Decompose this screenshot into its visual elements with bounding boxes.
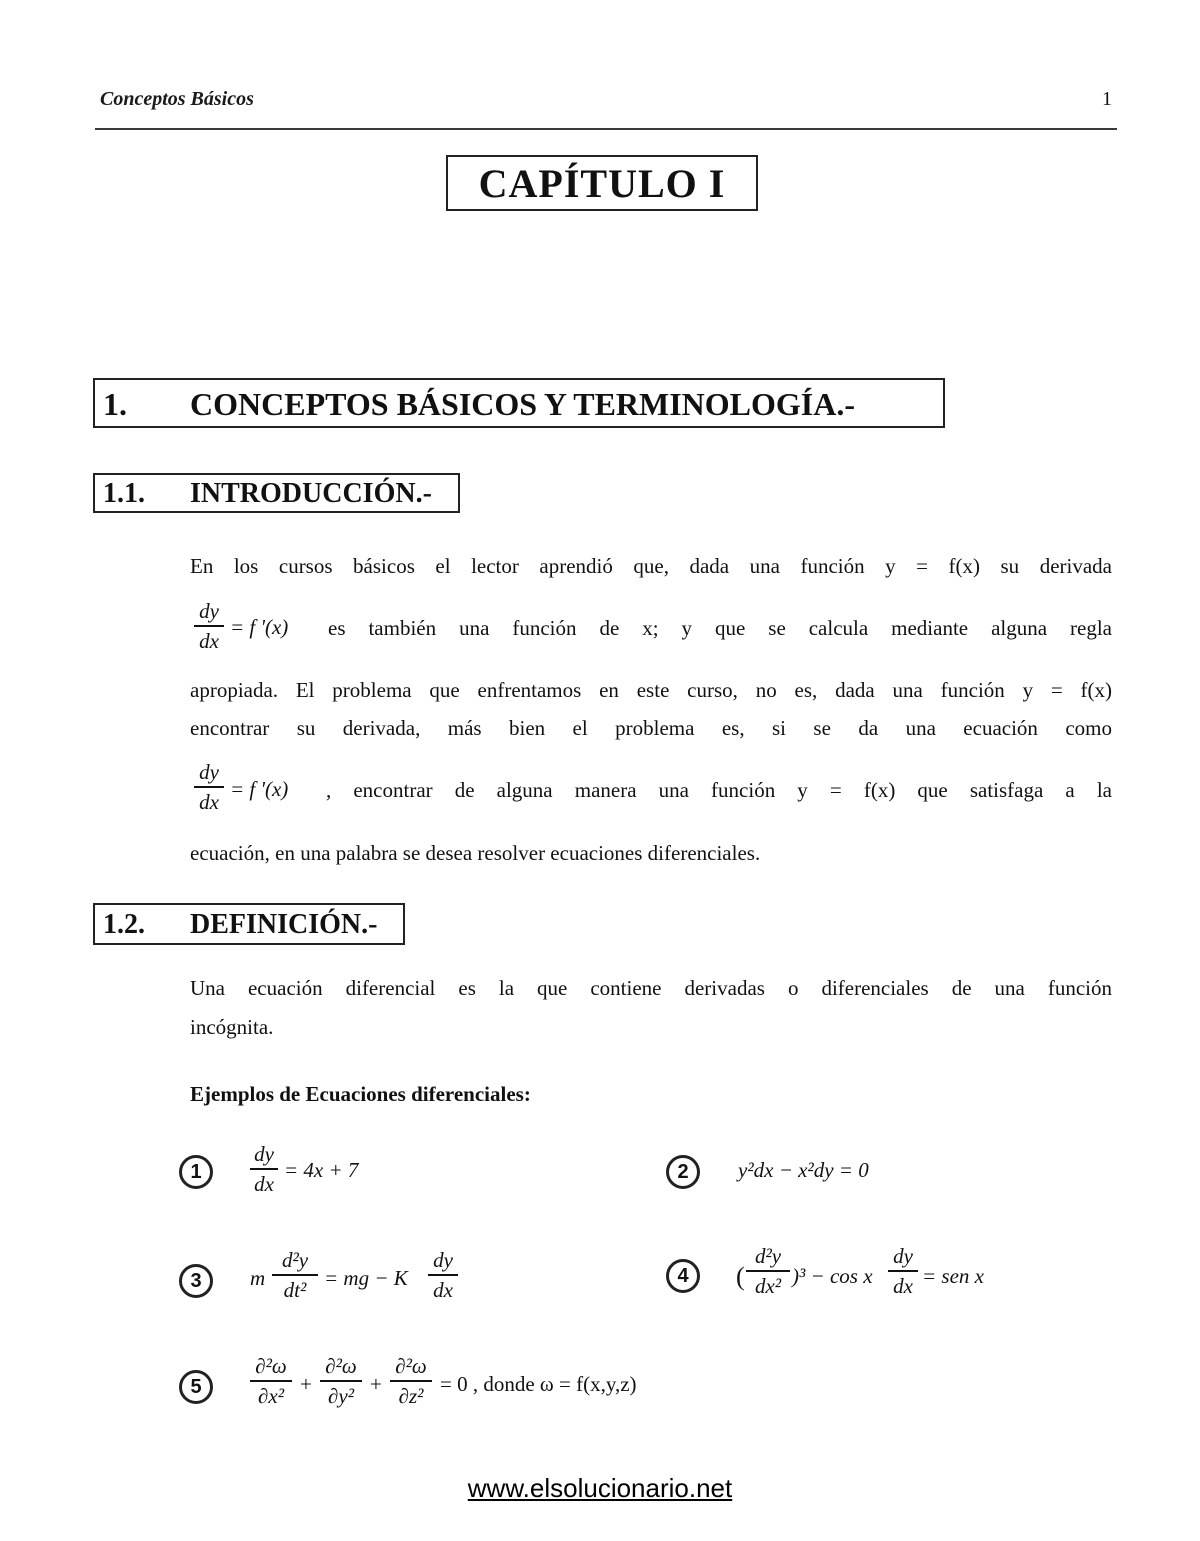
example-4-suffix: = sen x [922, 1264, 984, 1288]
dy-dx-fraction: dy dx [194, 760, 224, 814]
example-number-4: 4 [666, 1259, 700, 1293]
open-paren: ( [736, 1262, 745, 1291]
examples-title: Ejemplos de Ecuaciones diferenciales: [190, 1082, 531, 1106]
intro-line-3: apropiada. El problema que enfrentamos en este curso, no es, dada una función y = f(x) [190, 678, 1112, 702]
intro-line-6: ecuación, en una palabra se desea resolver ecuaciones diferenciales. [190, 841, 761, 865]
dy-dx-fraction: dy dx [194, 599, 224, 653]
dy-dx-fraction: dy dx [250, 1142, 278, 1196]
example-1-equation: = 4x + 7 [284, 1158, 359, 1182]
second-derivative-fraction: d²y dx² [746, 1244, 790, 1298]
intro-line-5: , encontrar de alguna manera una función y = f(x) que satisfaga a la [326, 778, 1112, 802]
page-header [100, 88, 1116, 118]
example-3-middle: = mg − K [324, 1266, 408, 1290]
derivative-rhs: = f '(x) [230, 615, 289, 639]
example-number-3: 3 [179, 1264, 213, 1298]
running-title: Conceptos Básicos [100, 88, 254, 110]
plus-sign: + [370, 1372, 382, 1396]
section-heading-1 [93, 378, 945, 428]
partial-x-fraction: ∂²ω ∂x² [250, 1354, 292, 1408]
partial-z-fraction: ∂²ω ∂z² [390, 1354, 432, 1408]
intro-line-2: es también una función de x; y que se calcula mediante alguna regla [328, 616, 1112, 640]
definition-line-2: incógnita. [190, 1015, 274, 1039]
dy-dx-fraction: dy dx [888, 1244, 918, 1298]
header-rule [95, 128, 1117, 130]
page-number: 1 [1102, 88, 1112, 110]
example-5-suffix: = 0 , donde ω = f(x,y,z) [440, 1372, 637, 1396]
partial-y-fraction: ∂²ω ∂y² [320, 1354, 362, 1408]
example-number-2: 2 [666, 1155, 700, 1189]
section-heading-1-2 [93, 903, 405, 945]
example-number-1: 1 [179, 1155, 213, 1189]
section-title: DEFINICIÓN.- [190, 909, 378, 940]
section-number: 1. [103, 386, 127, 422]
plus-sign: + [300, 1372, 312, 1396]
section-title: INTRODUCCIÓN.- [190, 478, 432, 509]
section-heading-1-1 [93, 473, 460, 513]
example-3-prefix: m [250, 1266, 266, 1290]
example-2-equation: y²dx − x²dy = 0 [738, 1158, 869, 1182]
example-4-middle: )³ − cos x [792, 1264, 873, 1288]
section-number: 1.2. [103, 909, 145, 940]
section-title: CONCEPTOS BÁSICOS Y TERMINOLOGÍA.- [190, 386, 856, 422]
definition-line-1: Una ecuación diferencial es la que contiene derivadas o diferenciales de una función [190, 976, 1112, 1000]
footer-url[interactable]: www.elsolucionario.net [467, 1473, 733, 1503]
chapter-title: CAPÍTULO I [446, 155, 758, 211]
intro-line-1: En los cursos básicos el lector aprendió que, dada una función y = f(x) su derivada [190, 554, 1112, 578]
intro-line-4: encontrar su derivada, más bien el problema es, si se da una ecuación como [190, 716, 1112, 740]
example-number-5: 5 [179, 1370, 213, 1404]
second-derivative-fraction: d²y dt² [272, 1248, 318, 1302]
section-number: 1.1. [103, 478, 145, 509]
dy-dx-fraction: dy dx [428, 1248, 458, 1302]
derivative-rhs: = f '(x) [230, 777, 289, 801]
